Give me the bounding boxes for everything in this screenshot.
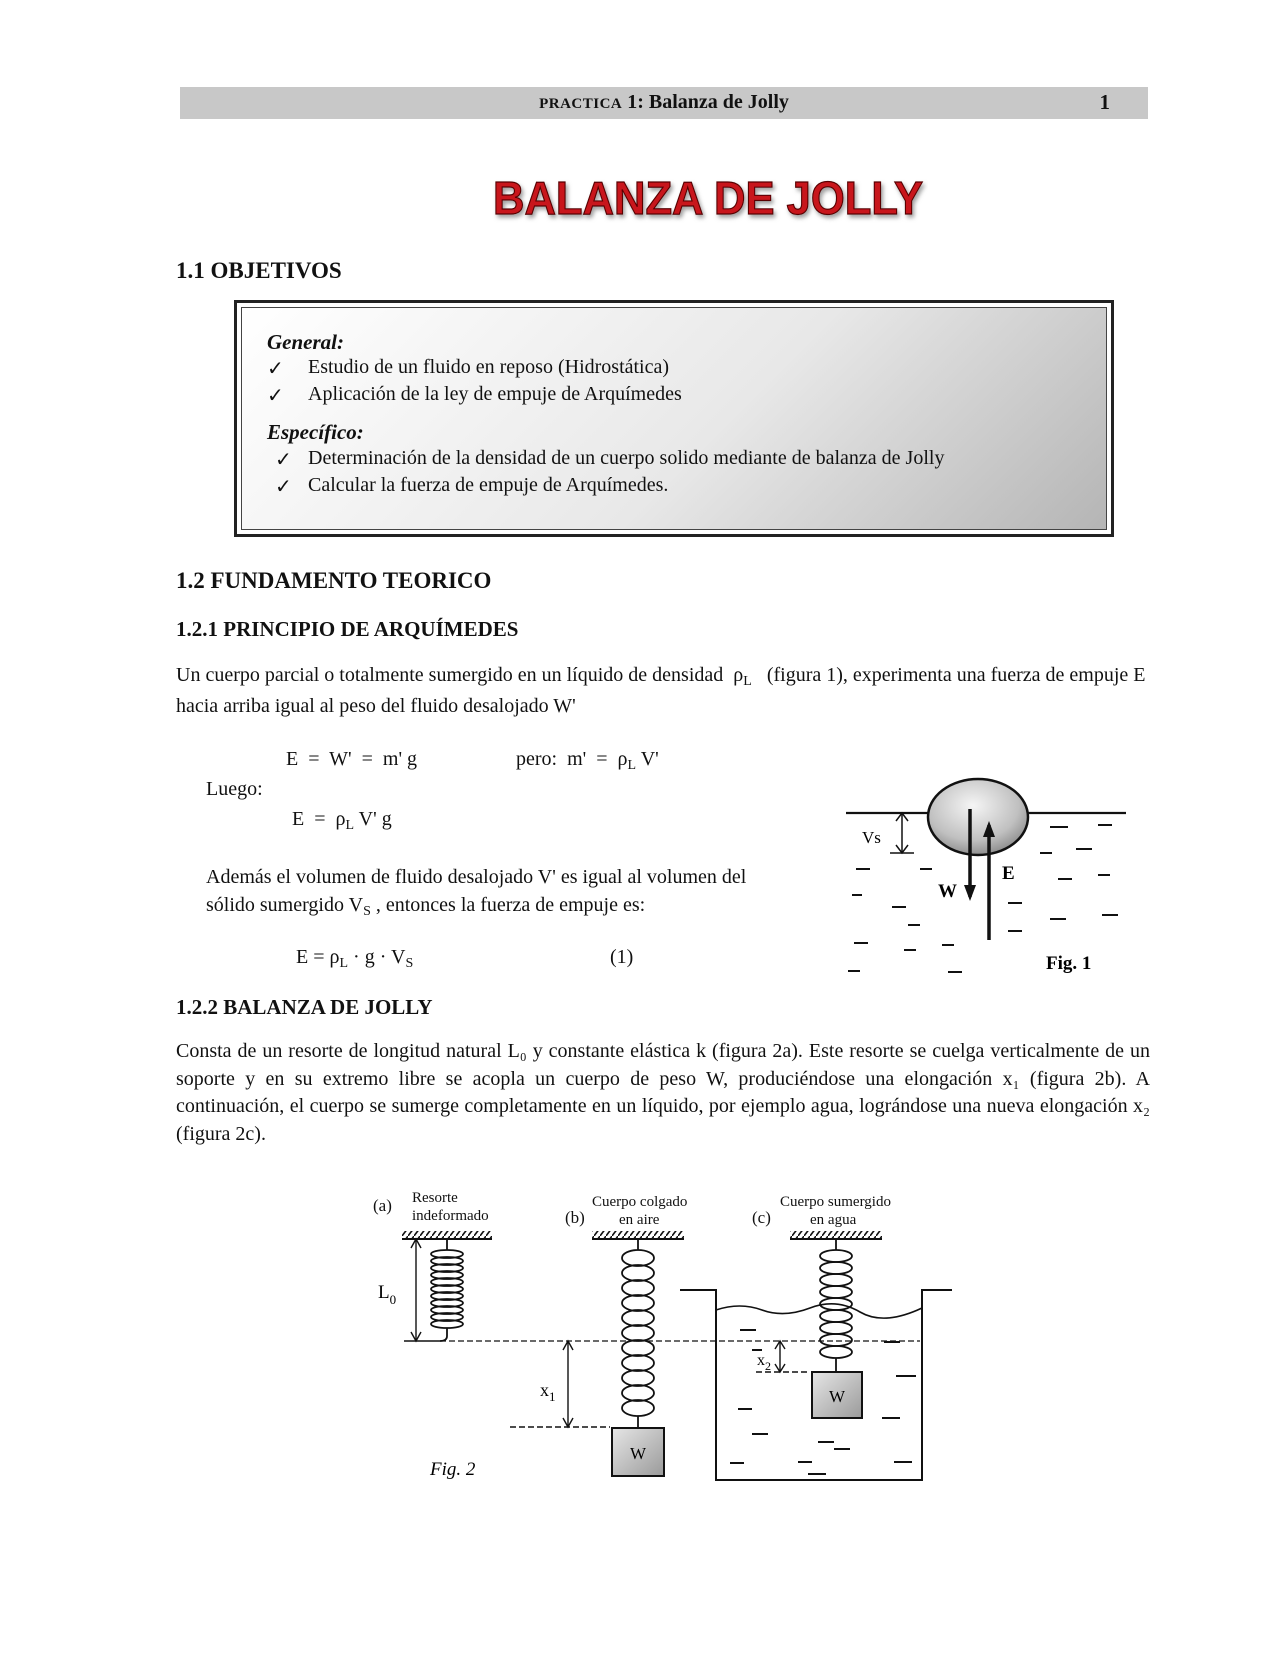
fig2-c-line1: Cuerpo sumergido [780, 1194, 891, 1210]
general-item-2: Aplicación de la ley de empuje de Arquímedes [308, 383, 682, 405]
fig2-x1-dimension [510, 1341, 610, 1427]
equation-number: (1) [610, 946, 634, 968]
sub-l: L [627, 758, 637, 773]
fig2-a-line1: Resorte [412, 1190, 458, 1206]
l0-letter: L [378, 1282, 390, 1303]
p2-pre: sólido sumergido V [206, 894, 364, 916]
rho-symbol: ρ [617, 748, 628, 770]
sub-l: L [743, 674, 752, 689]
fig2-x1-label [540, 1380, 556, 1404]
figure-2-caption: Fig. 2 [430, 1459, 476, 1480]
page-number: 1 [1099, 90, 1110, 114]
x1-sub: 1 [549, 1389, 556, 1404]
equation-empuje [292, 808, 392, 831]
page-header [180, 87, 1148, 119]
rho-symbol: ρ [329, 946, 340, 968]
eq-masa-tail: V' [636, 748, 659, 770]
fig2-b-tag: (b) [565, 1208, 585, 1227]
fig2-weight-b-label: W [629, 1444, 647, 1463]
paragraph-volumen [206, 863, 826, 922]
p2-line-a: Además el volumen de fluido desalojado V' es igual al volumen del [206, 866, 747, 888]
weight-arrowhead [964, 885, 976, 901]
section-objetivos-heading: 1.1 OBJETIVOS [176, 258, 342, 283]
check-icon: ✓ [267, 358, 284, 380]
p1-part-b: (figura 1), experimenta una fuerza de empuje E hacia arriba igual al peso del fluido desalojado W' [176, 664, 1146, 717]
x1-letter: x [540, 1380, 549, 1400]
fig2-b-line2: en aire [619, 1212, 660, 1228]
specific-item-1: Determinación de la densidad de un cuerpo solido mediante de balanza de Jolly [308, 447, 945, 469]
weight-label: W [938, 881, 957, 902]
check-icon: ✓ [275, 476, 292, 498]
paragraph-arquimedes [176, 661, 1150, 720]
header-title [180, 91, 1148, 114]
sub-l: L [345, 818, 355, 833]
x2-sub: 2 [765, 1359, 771, 1373]
rho-symbol: ρ [733, 664, 744, 686]
fig2-a-line2: indeformado [412, 1208, 489, 1224]
figure-1-caption: Fig. 1 [1046, 953, 1092, 974]
p2-post: , entonces la fuerza de empuje es: [370, 894, 646, 916]
figure-1 [840, 775, 1140, 990]
p2-line-b [206, 891, 826, 922]
rho-symbol: ρ [335, 808, 346, 830]
specific-label: Específico: [267, 420, 364, 444]
logo-text: BALANZA DE JOLLY [493, 172, 923, 224]
fig2-c-tag: (c) [752, 1208, 771, 1227]
fig2-weight-c-label: W [828, 1387, 846, 1406]
fig2-x2-label [757, 1352, 771, 1373]
equation-1 [296, 946, 413, 969]
fig2-spring-b [622, 1239, 654, 1428]
subsection-jolly-heading: 1.2.2 BALANZA DE JOLLY [176, 995, 433, 1019]
header-prefix: PRACTICA [539, 96, 623, 112]
l0-sub: 0 [389, 1292, 397, 1307]
fig2-b-line1: Cuerpo colgado [592, 1194, 688, 1210]
section-fundamento-heading: 1.2 FUNDAMENTO TEORICO [176, 568, 492, 593]
fig2-c-line2: en agua [810, 1212, 857, 1228]
general-item-1: Estudio de un fluido en reposo (Hidrostática) [308, 356, 670, 378]
equation-masa [516, 748, 659, 771]
specific-item-2: Calcular la fuerza de empuje de Arquímedes. [308, 474, 669, 496]
eq-masa-pre: pero: m' = [516, 748, 618, 770]
fig2-supports [402, 1231, 882, 1239]
header-title-text: 1: Balanza de Jolly [627, 91, 789, 113]
title-logo [488, 170, 928, 224]
sub-s: S [405, 956, 414, 971]
eq3-mid: · g · V [348, 946, 406, 968]
figure-2 [360, 1180, 1000, 1500]
submerged-body [928, 779, 1028, 855]
p1-part-a: Un cuerpo parcial o totalmente sumergido en un líquido de densidad [176, 664, 724, 686]
fig2-spring-a [431, 1239, 463, 1341]
eq3-pre: E = [296, 946, 330, 968]
equation-empuje-peso: E = W' = m' g [286, 748, 418, 770]
sub-l: L [339, 956, 349, 971]
fig2-a-tag: (a) [373, 1196, 392, 1215]
x2-letter: x [757, 1352, 765, 1369]
fig2-l0-label [378, 1282, 396, 1307]
sub-s: S [363, 904, 371, 919]
vs-label: Vs [862, 828, 881, 847]
check-icon: ✓ [275, 449, 292, 471]
eq2-tail: V' g [354, 808, 392, 830]
buoyancy-label: E [1002, 863, 1015, 884]
general-label: General: [267, 330, 344, 354]
check-icon: ✓ [267, 385, 284, 407]
luego-label: Luego: [206, 778, 263, 800]
subsection-arquimedes-heading: 1.2.1 PRINCIPIO DE ARQUÍMEDES [176, 617, 519, 641]
objectives-box [234, 300, 1114, 537]
eq2-pre: E = [292, 808, 336, 830]
paragraph-jolly: Consta de un resorte de longitud natural L₀ y constante elástica k (figura 2a). Este resorte se cuelga verticalmente de un soporte y en su extremo libre se acopla un cuerpo de peso W, produciéndose una elongación x₁ (figura 2b). A continuación, el cuerpo se sumerge completamente en un líquido, por ejemplo agua, lográndose una nueva elongación x₂ (figura 2c). [176, 1040, 1150, 1145]
